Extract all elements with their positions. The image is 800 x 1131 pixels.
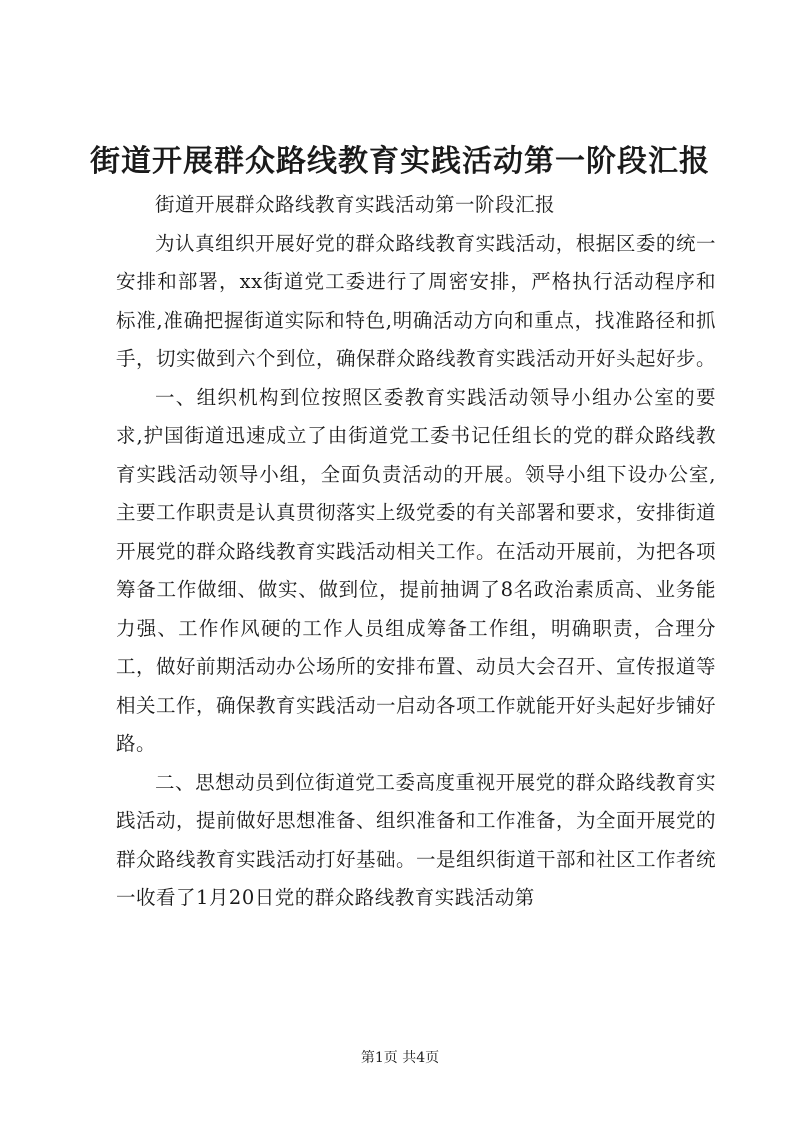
section-two-paragraph: 二、思想动员到位街道党工委高度重视开展党的群众路线教育实践活动，提前做好思想准备、组织准备和工作准备，为全面开展党的群众路线教育实践活动打好基础。一是组织街道干部和社区工作者统一收看了1月20日党的群众路线教育实践活动第 (116, 770, 717, 909)
subtitle-paragraph: 街道开展群众路线教育实践活动第一阶段汇报 (155, 193, 556, 216)
document-body (116, 186, 716, 918)
page-footer: 第1页 共4页 (360, 1050, 440, 1066)
document-title: 街道开展群众路线教育实践活动第一阶段汇报 (90, 144, 710, 179)
intro-paragraph: 为认真组织开展好党的群众路线教育实践活动，根据区委的统一安排和部署，xx街道党工委进行了周密安排，严格执行活动程序和标准,准确把握街道实际和特色,明确活动方向和重点，找准路径和抓手，切实做到六个到位，确保群众路线教育实践活动开好头起好步。 (116, 231, 717, 370)
section-one-paragraph: 一、组织机构到位按照区委教育实践活动领导小组办公室的要求,护国街道迅速成立了由街道党工委书记任组长的党的群众路线教育实践活动领导小组，全面负责活动的开展。领导小组下设办公室,主要工作职责是认真贯彻落实上级党委的有关部署和要求，安排街道开展党的群众路线教育实践活动相关工作。在活动开展前，为把各项筹备工作做细、做实、做到位，提前抽调了8名政治素质高、业务能力强、工作作风硬的工作人员组成筹备工作组，明确职责，合理分工，做好前期活动办公场所的安排布置、动员大会召开、宣传报道等相关工作，确保教育实践活动一启动各项工作就能开好头起好步铺好路。 (116, 385, 717, 755)
